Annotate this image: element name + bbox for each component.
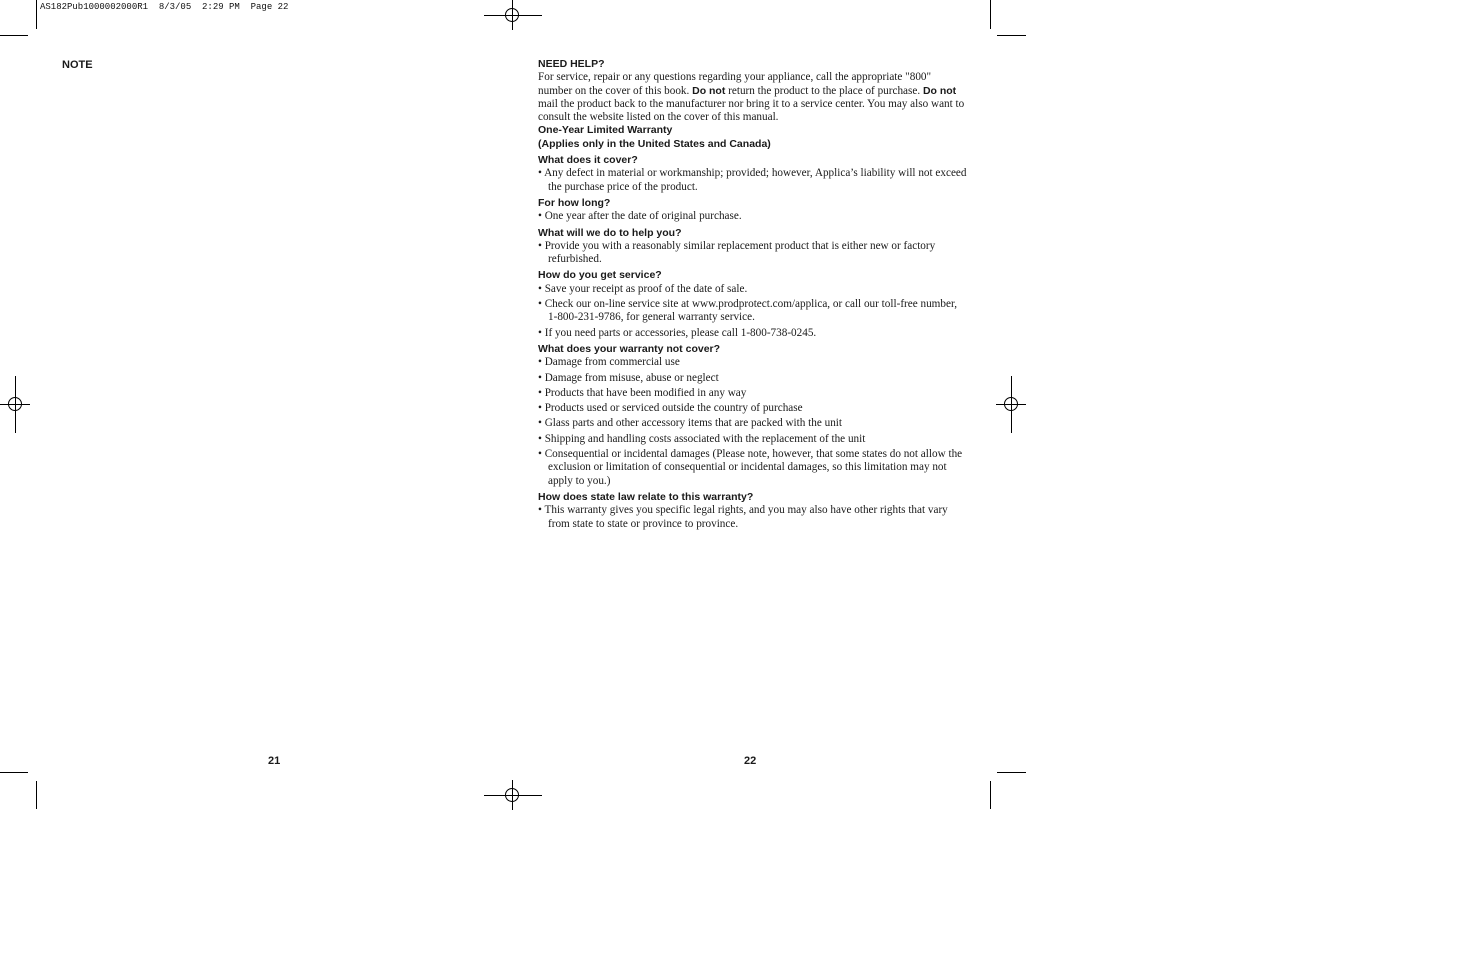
registration-mark-icon (505, 8, 519, 22)
list-item: • Any defect in material or workmanship; provided; however, Applica’s liability will not exceed the purchase price of the product. (538, 167, 967, 193)
list-item: • Check our on-line service site at www.prodprotect.com/applica, or call our toll-free number, 1-800-231-9786, for general warranty service. (538, 298, 958, 324)
list-item: • Products that have been modified in any way (538, 386, 747, 399)
need-help-heading: NEED HELP? (538, 58, 605, 70)
section-exclusions (538, 343, 968, 488)
list-item: • One year after the date of original purchase. (538, 210, 742, 223)
need-help-emphasis: Do not (922, 84, 957, 97)
registration-mark-icon (1004, 397, 1018, 411)
crop-mark (990, 0, 991, 29)
registration-mark-icon (505, 788, 519, 802)
need-help-paragraph (538, 71, 968, 124)
warranty-page (538, 58, 968, 531)
list-item: • This warranty gives you specific legal rights, and you may also have other rights that vary from state to state or province to province. (538, 504, 948, 530)
list-item: • Products used or serviced outside the country of purchase (538, 402, 803, 415)
crop-mark (0, 772, 28, 773)
list-item: • Shipping and handling costs associated with the replacement of the unit (538, 432, 866, 445)
section-heading: How do you get service? (538, 269, 662, 282)
note-heading: NOTE (62, 59, 93, 71)
list-item: • Glass parts and other accessory items that are packed with the unit (538, 417, 843, 430)
section-heading: For how long? (538, 196, 611, 209)
crop-mark (36, 0, 37, 29)
page-number-left: 21 (268, 755, 281, 767)
section-heading: How does state law relate to this warranty? (538, 490, 754, 503)
section-heading: What does your warranty not cover? (538, 342, 721, 355)
section-service (538, 269, 968, 339)
crop-mark (997, 35, 1026, 36)
list-item: • Consequential or incidental damages (Please note, however, that some states do not allow the exclusion or limitation of consequential or incidental damages, so this limitation may not apply to you.) (538, 448, 963, 487)
registration-mark-icon (8, 397, 22, 411)
section-remedy (538, 227, 968, 267)
section-heading: What will we do to help you? (538, 226, 682, 239)
warranty-title: One-Year Limited Warranty (538, 124, 673, 137)
need-help-text: For service, repair or any questions regarding your appliance, call the appropriate "800" number on the cover of this book. (538, 71, 932, 97)
crop-mark (997, 772, 1026, 773)
warranty-subtitle: (Applies only in the United States and Canada) (538, 137, 771, 150)
section-state-law (538, 491, 968, 531)
print-slug: AS182Pub1000002000R1 8/3/05 2:29 PM Page 22 (40, 2, 289, 12)
section-duration (538, 197, 968, 224)
section-coverage (538, 154, 968, 194)
section-heading: What does it cover? (538, 154, 638, 167)
crop-mark (990, 781, 991, 809)
list-item: • Damage from misuse, abuse or neglect (538, 371, 719, 384)
need-help-text: return the product to the place of purchase. (725, 84, 923, 97)
list-item: • Save your receipt as proof of the date of sale. (538, 282, 748, 295)
page-number-right: 22 (744, 755, 757, 767)
list-item: • Provide you with a reasonably similar replacement product that is either new or factory refurbished. (538, 239, 936, 266)
crop-mark (0, 35, 28, 36)
need-help-emphasis: Do not (692, 84, 726, 97)
crop-mark (36, 781, 37, 809)
need-help-text: mail the product back to the manufacturer nor bring it to a service center. You may also want to consult the website listed on the cover of this manual. (538, 97, 965, 124)
list-item: • Damage from commercial use (538, 356, 680, 369)
list-item: • If you need parts or accessories, please call 1-800-738-0245. (538, 326, 817, 339)
